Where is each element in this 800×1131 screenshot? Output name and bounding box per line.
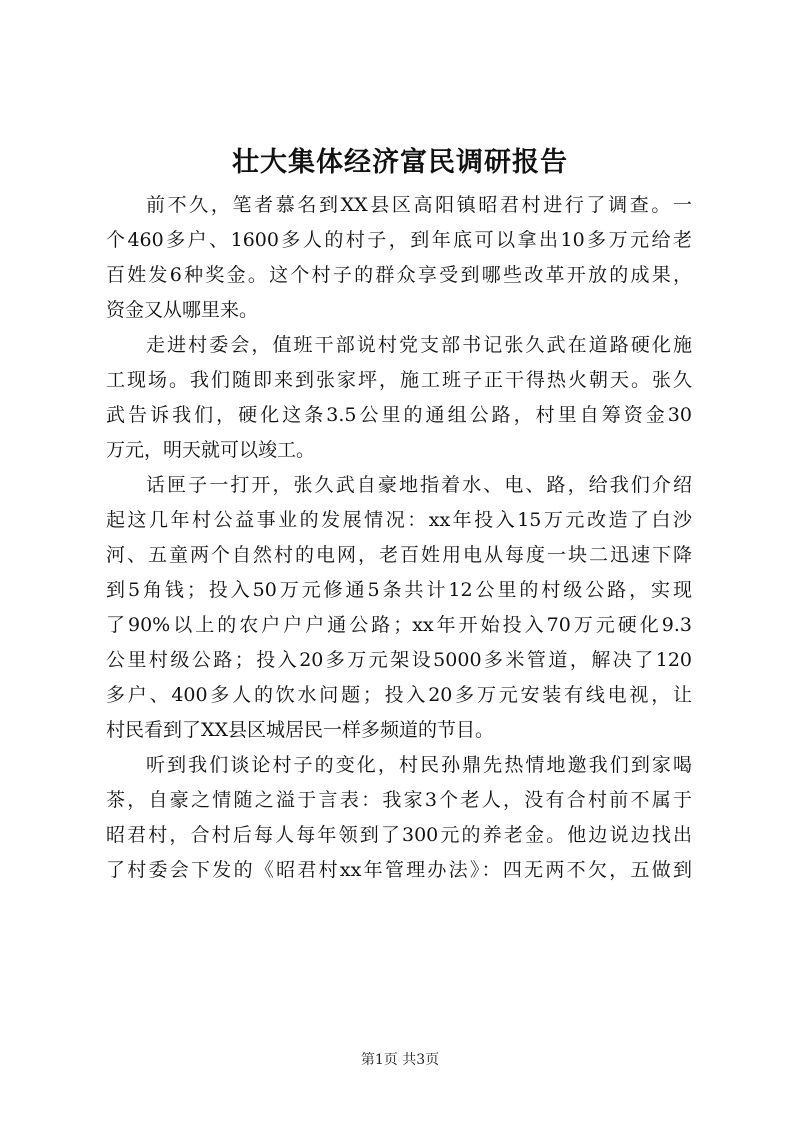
paragraph-4-line-2: 茶，自豪之情随之溢于言表：我家3个老人，没有合村前不属于 — [106, 789, 692, 811]
paragraph-3-line-5: 了90%以上的农户户户通公路；xx年开始投入70万元硬化9.3 — [106, 614, 692, 636]
paragraph-1-line-2: 个460多户、1600多人的村子，到年底可以拿出10多万元给老 — [106, 229, 692, 251]
paragraph-3-line-6: 公里村级公路；投入20多万元架设5000多米管道，解决了120 — [106, 649, 692, 671]
paragraph-3-line-8: 村民看到了XX县区城居民一样多频道的节目。 — [106, 719, 495, 741]
paragraph-4-line-1: 听到我们谈论村子的变化，村民孙鼎先热情地邀我们到家喝 — [146, 754, 692, 776]
paragraph-4-line-4: 了村委会下发的《昭君村xx年管理办法》：四无两不欠，五做到 — [106, 859, 692, 881]
paragraph-2-line-4: 万元，明天就可以竣工。 — [106, 439, 316, 461]
paragraph-3-line-1: 话匣子一打开，张久武自豪地指着水、电、路，给我们介绍 — [146, 474, 692, 496]
paragraph-4-line-3: 昭君村，合村后每人每年领到了300元的养老金。他边说边找出 — [106, 824, 692, 846]
document-title: 壮大集体经济富民调研报告 — [232, 147, 568, 178]
paragraph-3-line-3: 河、五童两个自然村的电网，老百姓用电从每度一块二迅速下降 — [106, 544, 692, 566]
paragraph-3-line-2: 起这几年村公益事业的发展情况：xx年投入15万元改造了白沙 — [106, 509, 692, 531]
paragraph-1-line-3: 百姓发6种奖金。这个村子的群众享受到哪些改革开放的成果， — [106, 264, 692, 286]
paragraph-1-line-4: 资金又从哪里来。 — [106, 299, 259, 321]
paragraph-2-line-1: 走进村委会，值班干部说村党支部书记张久武在道路硬化施 — [146, 334, 692, 356]
paragraph-3-line-4: 到5角钱；投入50万元修通5条共计12公里的村级公路，实现 — [106, 579, 692, 601]
page-footer: 第1页 共3页 — [360, 1052, 440, 1068]
document-body — [106, 188, 692, 888]
paragraph-3-line-7: 多户、400多人的饮水问题；投入20多万元安装有线电视，让 — [106, 684, 692, 706]
paragraph-2-line-3: 武告诉我们，硬化这条3.5公里的通组公路，村里自筹资金30 — [106, 404, 692, 426]
paragraph-1-line-1: 前不久，笔者慕名到XX县区高阳镇昭君村进行了调查。一 — [146, 194, 692, 216]
paragraph-2-line-2: 工现场。我们随即来到张家坪，施工班子正干得热火朝天。张久 — [106, 369, 692, 391]
